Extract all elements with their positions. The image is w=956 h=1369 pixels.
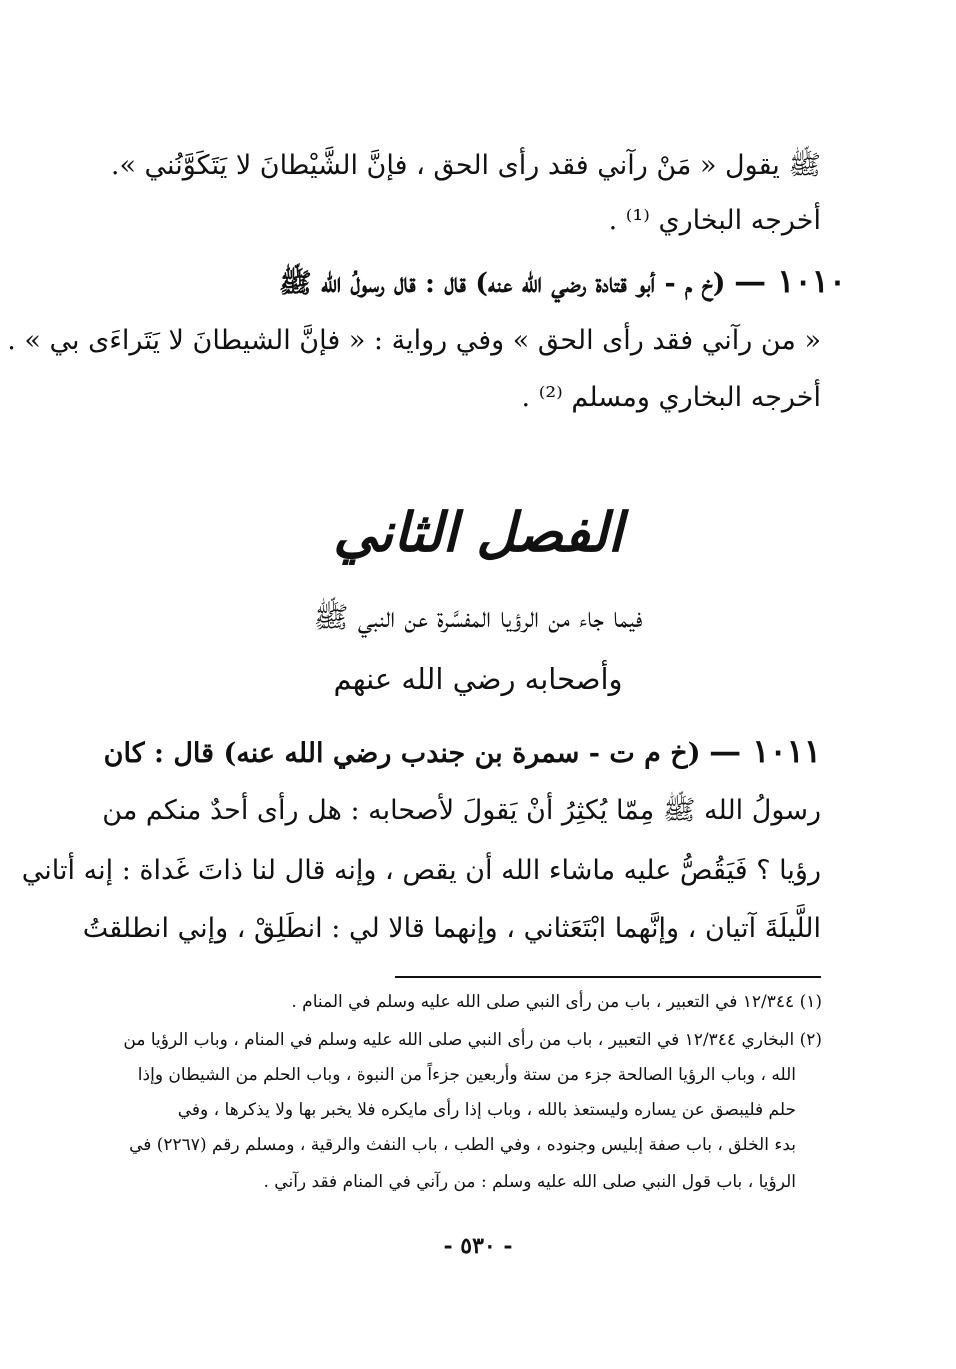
text-line: أخرجه البخاري ⁽¹⁾ . — [608, 205, 821, 236]
footnote: (٢) البخاري ١٢/٣٤٤ في التعبير ، باب من رأى النبي صلى الله عليه وسلم في المنام ، وباب الرؤيا من — [123, 1030, 822, 1050]
text-line: رسولُ الله ﷺ مِمّا يُكثِرُ أنْ يَقولَ لأصحابه : هل رأى أحدٌ منكم من — [102, 795, 821, 826]
footnote: حلم فليبصق عن يساره وليستعذ بالله ، وباب إذا رأى مايكره فلا يخبر بها ولا يذكرها ، وفي — [177, 1100, 796, 1120]
hadith-lead: (خ م ت - سمرة بن جندب رضي الله عنه) قال : كان — [103, 738, 701, 769]
text-line: « من رآني فقد رأى الحق » وفي رواية : « فإنَّ الشيطانَ لا يَتَراءَى بي » . — [7, 325, 821, 356]
text-line: أخرجه البخاري ومسلم ⁽²⁾ . — [521, 382, 821, 413]
footnote: (١) ١٢/٣٤٤ في التعبير ، باب من رأى النبي صلى الله عليه وسلم في المنام . — [291, 992, 822, 1012]
hadith-1010-line — [279, 262, 846, 300]
footnote-divider — [395, 976, 821, 978]
hadith-number: ١٠١٠ — — [734, 262, 846, 300]
text-line: رؤيا ؟ فَيَقُصُّ عليه ماشاء الله أن يقص ، وإنه قال لنا ذاتَ غَداة : إنه أتاني — [21, 855, 821, 886]
footnote: بدء الخلق ، باب صفة إبليس وجنوده ، وفي الطب ، باب النفث والرقية ، ومسلم رقم (٢٢٦٧) في — [129, 1135, 796, 1155]
text-line: اللَّيلَةَ آتيان ، وإنَّهما ابْتَعَثاني ، وإنهما قالا لي : انطَلِقْ ، وإني انطلقتُ — [82, 913, 821, 944]
page-number: - ٥٣٠ - — [443, 1233, 513, 1259]
chapter-subtitle: فيما جاء من الرؤيا المفسَّرة عن النبي ﷺ — [313, 600, 643, 634]
chapter-subtitle: وأصحابه رضي الله عنهم — [333, 662, 623, 696]
footnote: الله ، وباب الرؤيا الصالحة جزء من ستة وأربعين جزءاً من النبوة ، وباب الحلم من الشيطان وإذا — [137, 1065, 796, 1085]
text-line: ﷺ يقول « مَنْ رآني فقد رأى الحق ، فإنَّ الشَّيْطانَ لا يَتَكَوَّنُني ». — [110, 150, 821, 181]
hadith-number: ١٠١١ — — [709, 732, 821, 770]
chapter-title: الفصل الثاني — [333, 500, 623, 564]
footnote: الرؤيا ، باب قول النبي صلى الله عليه وسلم : من رآني في المنام فقد رآني . — [263, 1172, 796, 1192]
hadith-1011-line — [104, 732, 821, 770]
hadith-lead: (خ م - أبو قتادة رضي الله عنه) قال : قال رسولُ الله ﷺ — [278, 268, 726, 299]
